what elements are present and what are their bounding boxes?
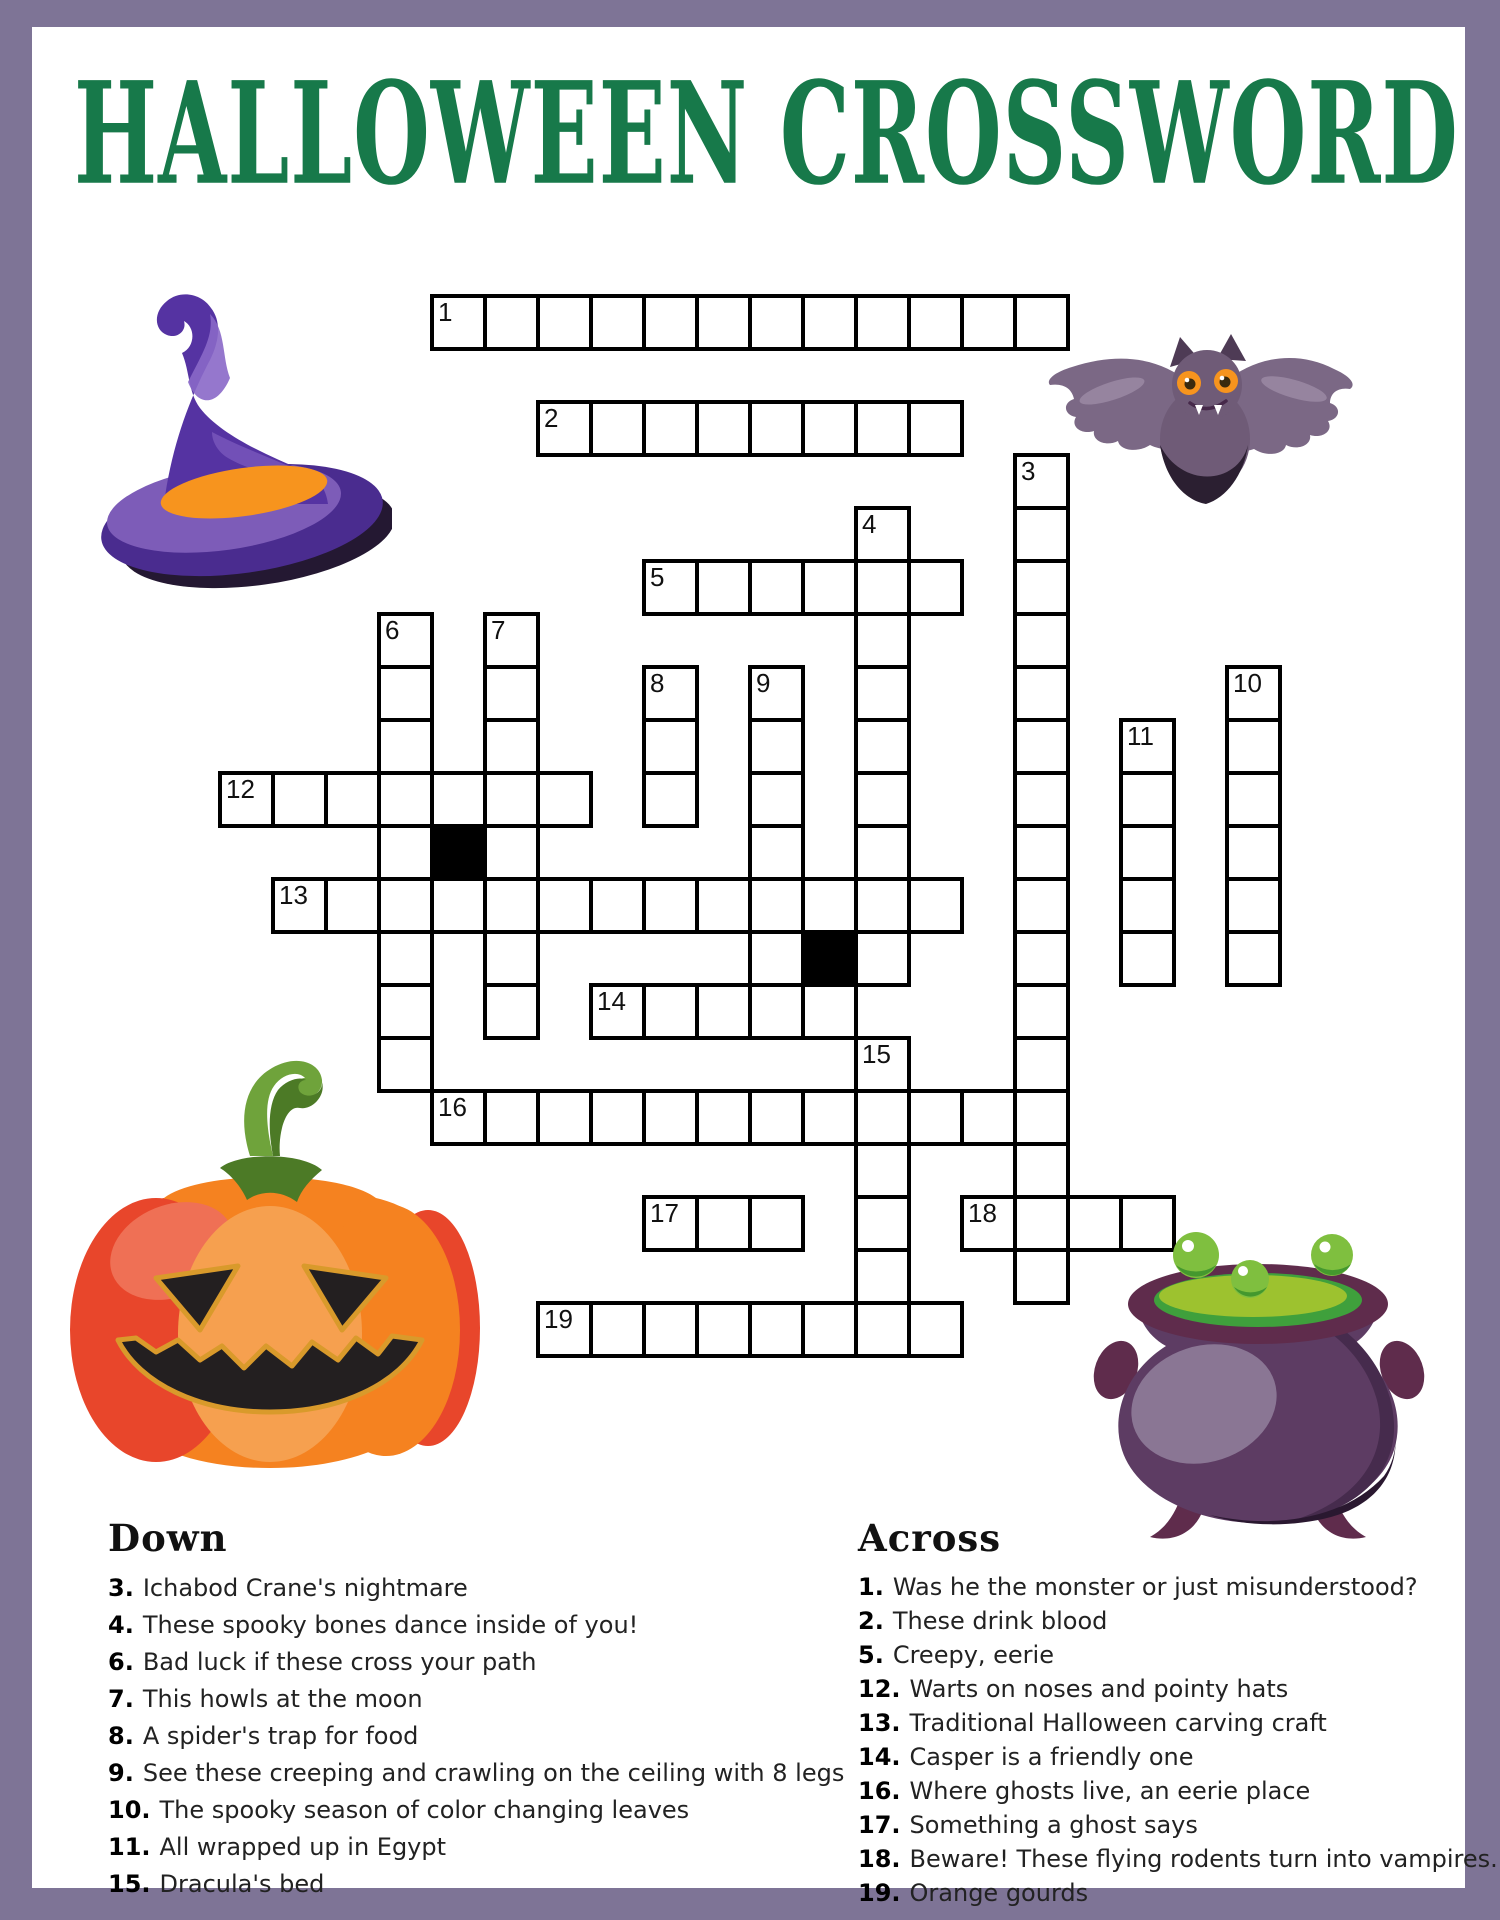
grid-cell[interactable] (642, 1089, 699, 1146)
grid-cell[interactable] (324, 877, 381, 934)
grid-cell[interactable] (430, 771, 487, 828)
grid-cell[interactable] (1225, 877, 1282, 934)
grid-cell[interactable] (536, 771, 593, 828)
grid-cell[interactable] (483, 294, 540, 351)
grid-cell[interactable] (960, 1195, 1017, 1252)
grid-cell[interactable] (854, 771, 911, 828)
grid-cell[interactable] (801, 400, 858, 457)
cell-number: 18 (968, 1198, 997, 1228)
clue-item: 1. Was he the monster or just misunderstood? (858, 1573, 1418, 1601)
bubble-icon (1311, 1234, 1353, 1276)
grid-cell[interactable] (1013, 824, 1070, 881)
grid-cell[interactable] (1013, 506, 1070, 563)
grid-cell[interactable] (271, 877, 328, 934)
cell-number: 11 (1127, 721, 1154, 751)
grid-cell[interactable] (748, 824, 805, 881)
grid-cell[interactable] (483, 824, 540, 881)
grid-cell[interactable] (748, 1195, 805, 1252)
black-cell (801, 930, 858, 987)
black-cell (430, 824, 487, 881)
grid-cell[interactable] (1013, 983, 1070, 1040)
grid-cell[interactable] (801, 983, 858, 1040)
grid-cell[interactable] (642, 559, 699, 616)
grid-cell[interactable] (642, 665, 699, 722)
grid-cell[interactable] (642, 877, 699, 934)
grid-cell[interactable] (748, 1301, 805, 1358)
grid-cell[interactable] (854, 400, 911, 457)
cell-number: 12 (226, 774, 255, 804)
grid-cell[interactable] (854, 665, 911, 722)
grid-cell[interactable] (1013, 665, 1070, 722)
grid-cell[interactable] (536, 1089, 593, 1146)
grid-cell[interactable] (483, 718, 540, 775)
grid-cell[interactable] (1013, 1089, 1070, 1146)
grid-cell[interactable] (483, 877, 540, 934)
witch-hat-illustration (92, 262, 392, 602)
down-clues-section (108, 1516, 844, 1903)
grid-cell[interactable] (748, 1089, 805, 1146)
down-clues (108, 1570, 844, 1903)
grid-cell[interactable] (907, 1301, 964, 1358)
grid-cell[interactable] (854, 612, 911, 669)
grid-cell[interactable] (536, 1301, 593, 1358)
cell-number: 17 (650, 1198, 679, 1228)
grid-cell[interactable] (377, 824, 434, 881)
page-title: HALLOWEEN CROSSWORD (74, 50, 1459, 217)
grid-cell[interactable] (854, 559, 911, 616)
grid-cell[interactable] (854, 718, 911, 775)
grid-cell[interactable] (854, 1195, 911, 1252)
grid-cell[interactable] (271, 771, 328, 828)
grid-cell[interactable] (801, 877, 858, 934)
clue-item: 18. Beware! These flying rodents turn into vampires. (858, 1845, 1498, 1873)
grid-cell[interactable] (377, 983, 434, 1040)
grid-cell[interactable] (748, 877, 805, 934)
grid-cell[interactable] (907, 400, 964, 457)
bubble-icon (1231, 1260, 1269, 1298)
grid-cell[interactable] (748, 930, 805, 987)
grid-cell[interactable] (483, 612, 540, 669)
grid-cell[interactable] (748, 665, 805, 722)
grid-cell[interactable] (1013, 559, 1070, 616)
cell-number: 15 (862, 1039, 891, 1069)
grid-cell[interactable] (642, 294, 699, 351)
grid-cell[interactable] (907, 294, 964, 351)
grid-cell[interactable] (854, 1142, 911, 1199)
bat-illustration (1042, 333, 1362, 508)
clue-item: 9. See these creeping and crawling on the ceiling with 8 legs (108, 1759, 845, 1787)
grid-cell[interactable] (377, 771, 434, 828)
grid-cell[interactable] (801, 1301, 858, 1358)
grid-cell[interactable] (1119, 771, 1176, 828)
cell-number: 1 (438, 297, 453, 327)
across-clues (858, 1570, 1498, 1910)
grid-cell[interactable] (960, 294, 1017, 351)
grid-cell[interactable] (854, 1248, 911, 1305)
grid-cell[interactable] (589, 294, 646, 351)
grid-cell[interactable] (1013, 718, 1070, 775)
grid-cell[interactable] (1013, 1195, 1070, 1252)
grid-cell[interactable] (1013, 612, 1070, 669)
cell-number: 19 (544, 1304, 573, 1334)
grid-cell[interactable] (1013, 1248, 1070, 1305)
cauldron-illustration (1092, 1232, 1427, 1547)
bubble-icon (1173, 1232, 1219, 1278)
grid-cell[interactable] (801, 294, 858, 351)
grid-cell[interactable] (1013, 877, 1070, 934)
grid-cell[interactable] (854, 930, 911, 987)
grid-cell[interactable] (377, 930, 434, 987)
clue-item: 14. Casper is a friendly one (858, 1743, 1194, 1771)
clue-item: 3. Ichabod Crane's nightmare (108, 1574, 468, 1602)
grid-cell[interactable] (854, 824, 911, 881)
grid-cell[interactable] (642, 718, 699, 775)
cell-number: 8 (650, 668, 665, 698)
cell-number: 14 (597, 986, 626, 1016)
jack-o-lantern-illustration (60, 1038, 480, 1498)
grid-cell[interactable] (960, 1089, 1017, 1146)
grid-cell[interactable] (801, 559, 858, 616)
grid-cell[interactable] (695, 877, 752, 934)
grid-cell[interactable] (907, 1089, 964, 1146)
clue-item: 8. A spider's trap for food (108, 1722, 419, 1750)
grid-cell[interactable] (536, 400, 593, 457)
grid-cell[interactable] (589, 1089, 646, 1146)
clue-item: 11. All wrapped up in Egypt (108, 1833, 447, 1861)
grid-cell[interactable] (748, 983, 805, 1040)
grid-cell[interactable] (483, 930, 540, 987)
grid-cell[interactable] (854, 506, 911, 563)
grid-cell[interactable] (1225, 718, 1282, 775)
down-header: Down (108, 1516, 228, 1560)
cell-number: 7 (491, 615, 506, 645)
grid-cell[interactable] (854, 1301, 911, 1358)
clue-item: 17. Something a ghost says (858, 1811, 1198, 1839)
grid-cell[interactable] (642, 400, 699, 457)
cell-number: 5 (650, 562, 665, 592)
grid-cell[interactable] (854, 1036, 911, 1093)
clue-item: 2. These drink blood (858, 1607, 1108, 1635)
grid-cell[interactable] (748, 718, 805, 775)
clue-item: 5. Creepy, eerie (858, 1641, 1054, 1669)
clue-item: 13. Traditional Halloween carving craft (858, 1709, 1327, 1737)
grid-cell[interactable] (748, 559, 805, 616)
grid-cell[interactable] (695, 559, 752, 616)
across-clues-section (858, 1516, 1498, 1910)
grid-cell[interactable] (695, 983, 752, 1040)
clue-item: 4. These spooky bones dance inside of you! (108, 1611, 639, 1639)
grid-cell[interactable] (695, 294, 752, 351)
grid-cell[interactable] (695, 1301, 752, 1358)
grid-cell[interactable] (1225, 824, 1282, 881)
cell-number: 16 (438, 1092, 467, 1122)
clue-item: 16. Where ghosts live, an eerie place (858, 1777, 1311, 1805)
clue-item: 6. Bad luck if these cross your path (108, 1648, 537, 1676)
clue-item: 7. This howls at the moon (108, 1685, 423, 1713)
grid-cell[interactable] (1013, 930, 1070, 987)
grid-cell[interactable] (642, 771, 699, 828)
grid-cell[interactable] (854, 877, 911, 934)
grid-cell[interactable] (1225, 771, 1282, 828)
clue-item: 10. The spooky season of color changing leaves (108, 1796, 690, 1824)
grid-cell[interactable] (695, 1089, 752, 1146)
grid-cell[interactable] (1119, 877, 1176, 934)
grid-cell[interactable] (483, 665, 540, 722)
grid-cell[interactable] (536, 877, 593, 934)
grid-cell[interactable] (642, 1301, 699, 1358)
grid-cell[interactable] (483, 1089, 540, 1146)
grid-cell[interactable] (483, 771, 540, 828)
grid-cell[interactable] (430, 294, 487, 351)
grid-cell[interactable] (430, 877, 487, 934)
grid-cell[interactable] (1119, 718, 1176, 775)
clue-item: 19. Orange gourds (858, 1879, 1089, 1907)
grid-cell[interactable] (1013, 1142, 1070, 1199)
grid-cell[interactable] (483, 983, 540, 1040)
grid-cell[interactable] (589, 1301, 646, 1358)
grid-cell[interactable] (748, 771, 805, 828)
grid-cell[interactable] (589, 400, 646, 457)
grid-cell[interactable] (907, 559, 964, 616)
cell-number: 3 (1021, 456, 1036, 486)
grid-cell[interactable] (324, 771, 381, 828)
cell-number: 13 (279, 880, 308, 910)
grid-cell[interactable] (695, 1195, 752, 1252)
grid-cell[interactable] (377, 718, 434, 775)
grid-cell[interactable] (748, 400, 805, 457)
grid-cell[interactable] (377, 665, 434, 722)
grid-cell[interactable] (907, 877, 964, 934)
grid-cell[interactable] (1119, 930, 1176, 987)
grid-cell[interactable] (1013, 771, 1070, 828)
grid-cell[interactable] (854, 294, 911, 351)
grid-cell[interactable] (854, 1089, 911, 1146)
grid-cell[interactable] (1013, 1036, 1070, 1093)
grid-cell[interactable] (377, 877, 434, 934)
grid-cell[interactable] (748, 294, 805, 351)
grid-cell[interactable] (589, 877, 646, 934)
cell-number: 4 (862, 509, 877, 539)
grid-cell[interactable] (801, 1089, 858, 1146)
grid-cell[interactable] (1225, 665, 1282, 722)
grid-cell[interactable] (589, 983, 646, 1040)
grid-cell[interactable] (1225, 930, 1282, 987)
grid-cell[interactable] (695, 400, 752, 457)
cell-number: 9 (756, 668, 771, 698)
cell-number: 2 (544, 403, 559, 433)
cell-number: 10 (1233, 668, 1262, 698)
grid-cell[interactable] (642, 983, 699, 1040)
grid-cell[interactable] (377, 612, 434, 669)
grid-cell[interactable] (218, 771, 275, 828)
across-header: Across (858, 1516, 1002, 1560)
grid-cell[interactable] (642, 1195, 699, 1252)
grid-cell[interactable] (1119, 824, 1176, 881)
clue-item: 12. Warts on noses and pointy hats (858, 1675, 1289, 1703)
grid-cell[interactable] (536, 294, 593, 351)
clue-item: 15. Dracula's bed (108, 1870, 325, 1898)
cell-number: 6 (385, 615, 400, 645)
